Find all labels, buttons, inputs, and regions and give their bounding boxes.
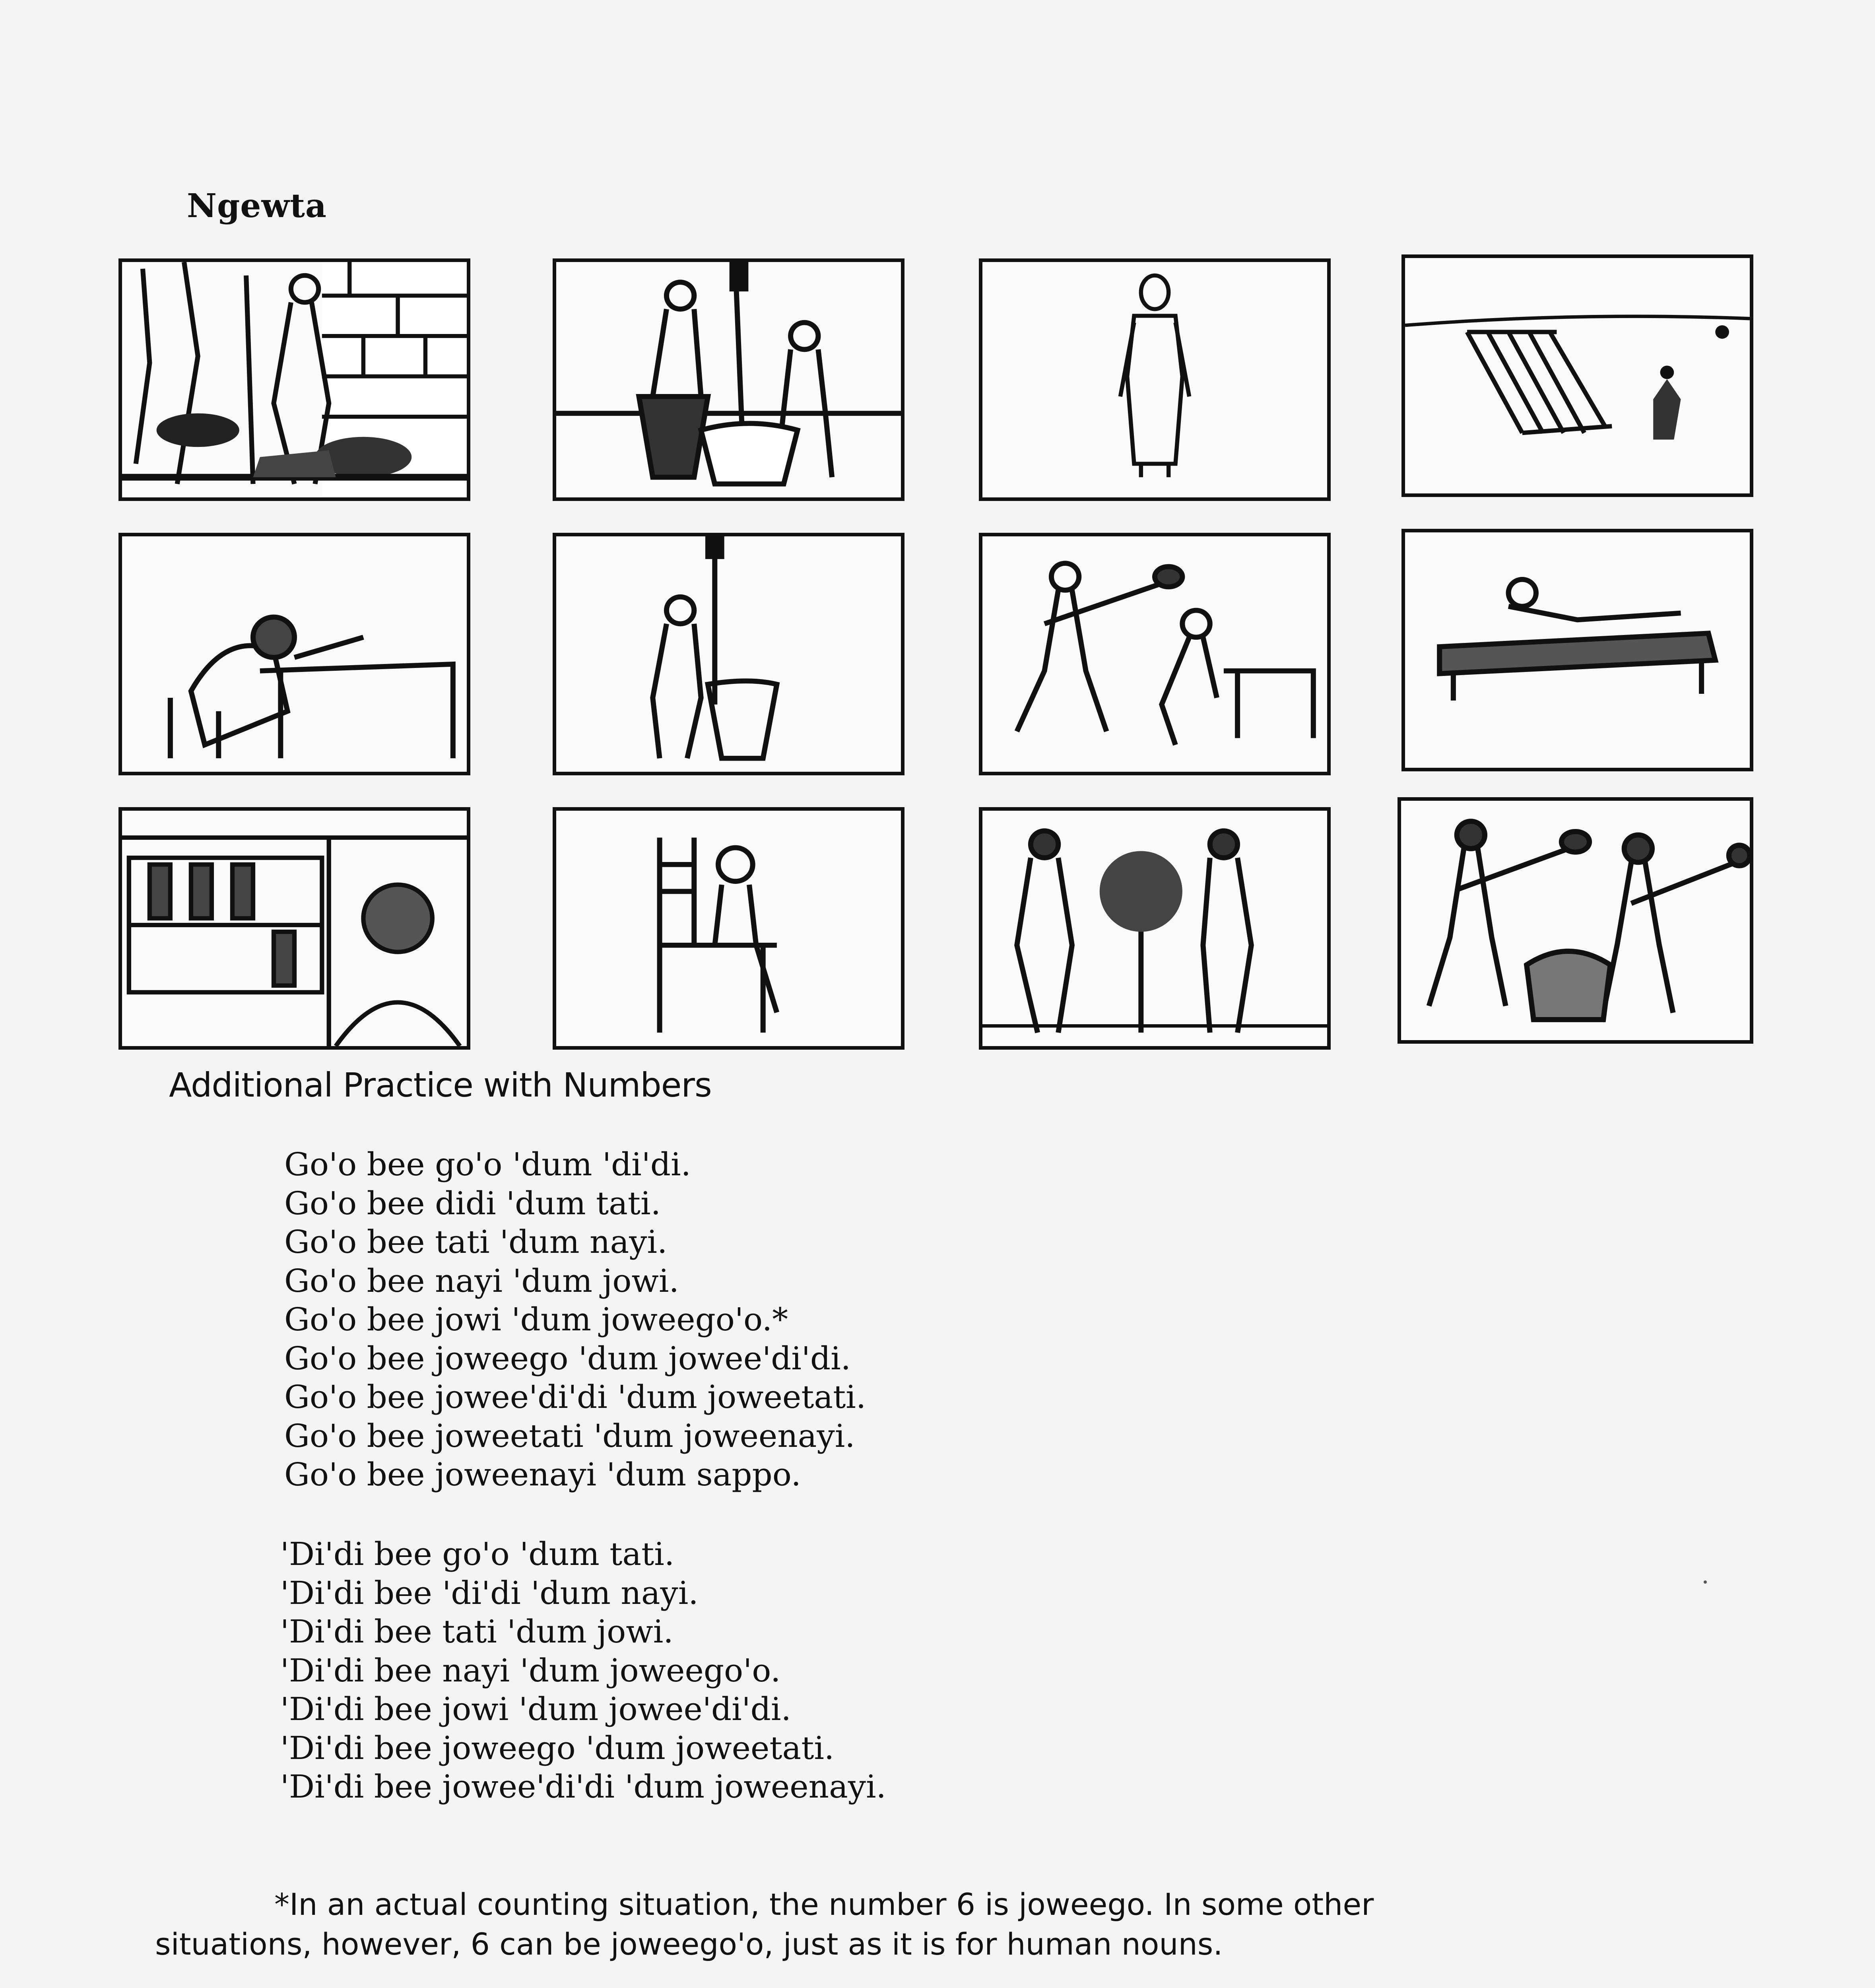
drill-line: Go'o bee nayi 'dum jowi. — [284, 1262, 679, 1299]
drill-line: 'Di'di bee jowee'di'di 'dum joweenayi. — [280, 1768, 886, 1805]
women-pounding-mortar-illustration — [553, 258, 905, 501]
drill-group-1 — [284, 1145, 866, 1494]
additional-practice-heading: Additional Practice with Numbers — [169, 1066, 712, 1105]
two-farmers-with-basket-illustration — [1398, 797, 1753, 1044]
man-lying-on-bed-illustration — [1401, 529, 1753, 771]
footnote — [155, 1885, 1547, 1964]
footnote-line-1: *In an actual counting situation, the number 6 is joweego. In some other — [274, 1887, 1374, 1922]
drill-line: 'Di'di bee jowi 'dum jowee'di'di. — [280, 1691, 791, 1728]
farmer-and-carpenter-illustration — [979, 533, 1331, 775]
child-on-chair-illustration — [553, 807, 905, 1050]
drill-line: Go'o bee joweego 'dum jowee'di'di. — [284, 1340, 851, 1377]
child-writing-at-desk-illustration — [118, 533, 470, 775]
drill-line: 'Di'di bee joweego 'dum joweetati. — [280, 1729, 835, 1767]
standing-woman-illustration — [979, 258, 1331, 501]
footnote-line-2: situations, however, 6 can be joweego'o, just as it is for human nouns. — [155, 1926, 1223, 1962]
field-rows-illustration — [1401, 254, 1753, 497]
drill-line: Go'o bee didi 'dum tati. — [284, 1184, 661, 1222]
drill-line: 'Di'di bee 'di'di 'dum nayi. — [280, 1574, 699, 1611]
drill-line: 'Di'di bee nayi 'dum joweego'o. — [280, 1652, 781, 1689]
two-women-by-tree-illustration — [979, 807, 1331, 1050]
drill-line: Go'o bee go'o 'dum 'di'di. — [284, 1146, 691, 1183]
drill-line: Go'o bee tati 'dum nayi. — [284, 1223, 668, 1260]
drill-line: Go'o bee joweenayi 'dum sappo. — [284, 1456, 801, 1493]
drill-line: 'Di'di bee tati 'dum jowi. — [280, 1613, 674, 1650]
drill-group-2 — [280, 1535, 886, 1806]
girl-pounding-mortar-illustration — [553, 533, 905, 775]
drill-line: Go'o bee jowi 'dum joweego'o.* — [284, 1301, 788, 1338]
scan-speck — [1704, 1580, 1707, 1584]
shopkeeper-illustration — [118, 807, 470, 1050]
drill-line: 'Di'di bee go'o 'dum tati. — [280, 1536, 675, 1573]
drill-line: Go'o bee jowee'di'di 'dum joweetati. — [284, 1378, 866, 1415]
page-heading-ngewta: Ngewta — [187, 187, 327, 225]
drill-line: Go'o bee joweetati 'dum joweenayi. — [284, 1417, 855, 1454]
market-scene-illustration — [118, 258, 470, 501]
